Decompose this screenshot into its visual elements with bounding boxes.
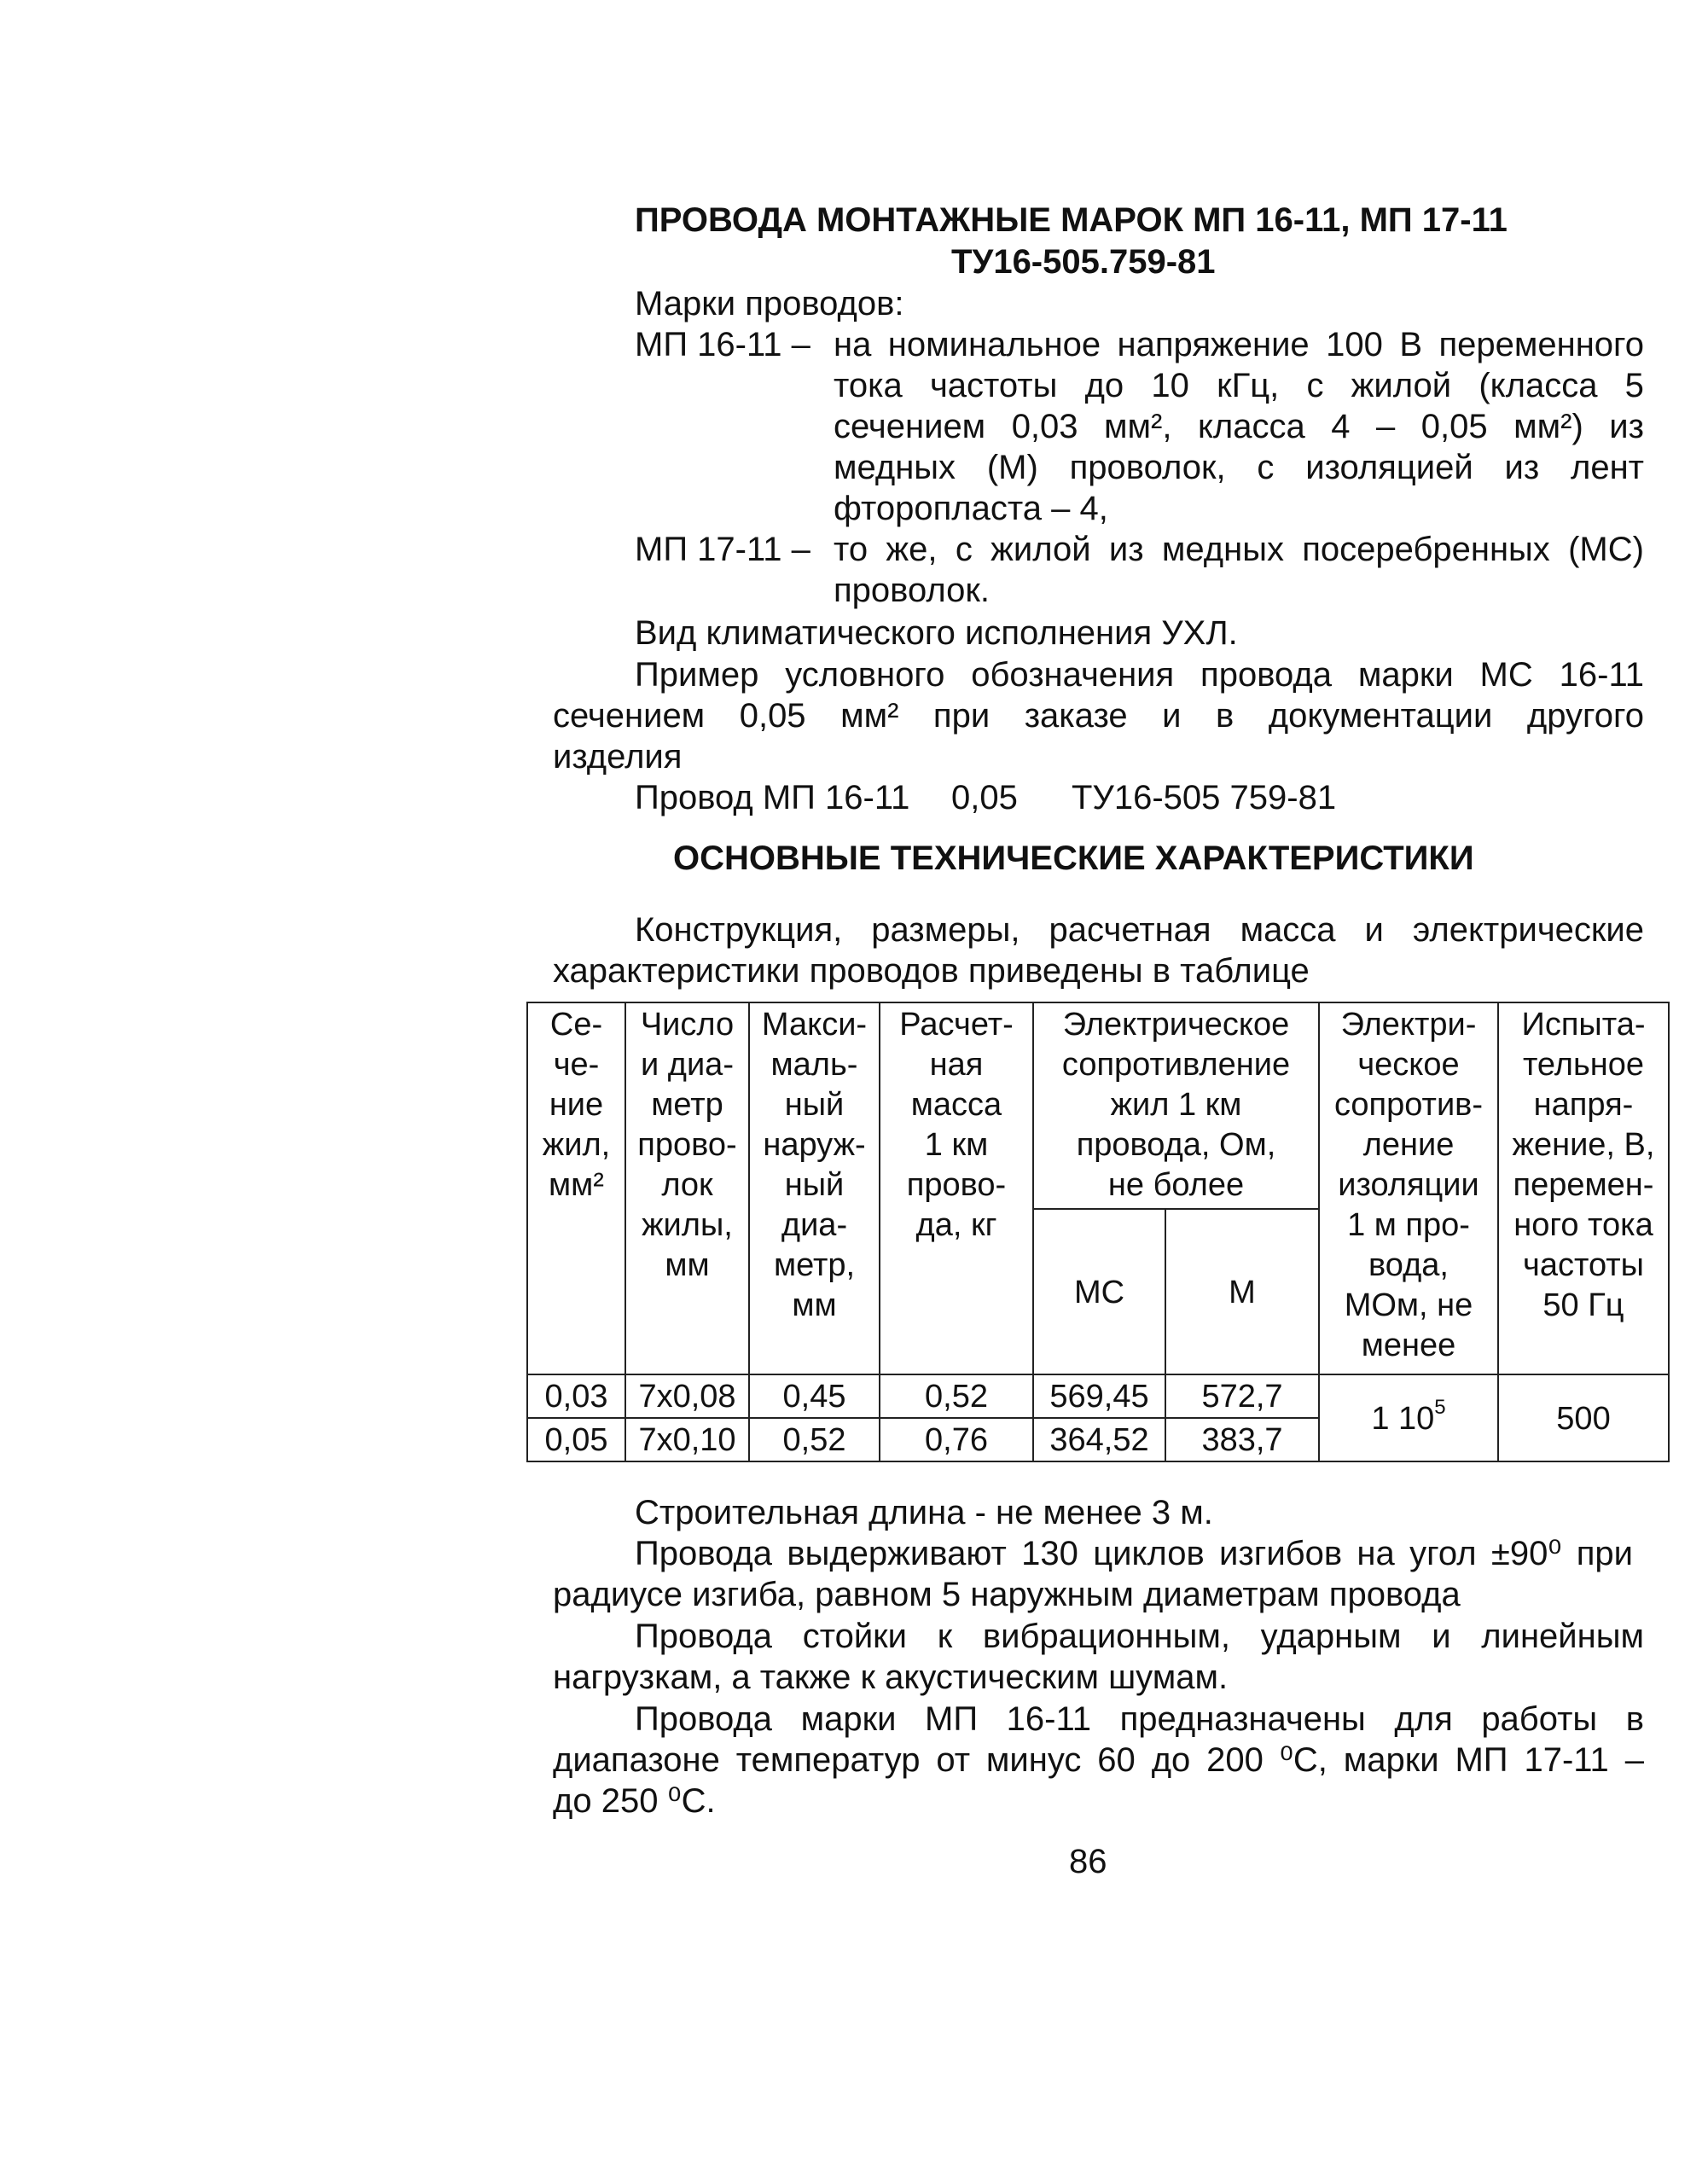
- brand1-line: [834, 488, 1108, 529]
- table-intro-line: характеристики проводов приведены в таблице: [553, 952, 1310, 990]
- header-wires: [625, 1002, 749, 1374]
- word: из: [1609, 408, 1644, 445]
- cell-resistance-m: 572,7: [1165, 1374, 1319, 1418]
- header-line: напря-: [1533, 1087, 1634, 1123]
- word: до: [1151, 1741, 1191, 1779]
- word: до: [1084, 367, 1124, 404]
- cell-section: 0,05: [527, 1418, 625, 1461]
- word: изгибов: [1219, 1535, 1343, 1572]
- word: сечением: [553, 697, 706, 735]
- header-line: сопротив-: [1333, 1087, 1484, 1123]
- brand1-name: МП 16-11 –: [635, 326, 810, 363]
- word: другого: [1526, 697, 1644, 735]
- word: –: [1624, 1741, 1644, 1779]
- header-insulation: [1319, 1002, 1498, 1374]
- brand2-name: МП 17-11 –: [635, 531, 810, 568]
- header-resistance: [1033, 1002, 1319, 1209]
- word: марки: [800, 1700, 897, 1738]
- word: условного: [785, 656, 945, 694]
- word: ⁰С,: [1279, 1741, 1327, 1779]
- header-line: мм: [792, 1287, 837, 1323]
- word: 0,03: [1011, 408, 1078, 445]
- header-line: изоляции: [1338, 1167, 1479, 1203]
- header-line: маль-: [770, 1047, 858, 1083]
- header-line: ного тока: [1513, 1207, 1653, 1243]
- cell-section: 0,03: [527, 1374, 625, 1418]
- word: в: [1215, 697, 1235, 735]
- brand1-line: [834, 406, 1644, 447]
- word: номинальное: [887, 326, 1101, 363]
- word: (класса: [1479, 367, 1598, 404]
- word: провода: [1200, 656, 1332, 694]
- header-line: Се-: [549, 1007, 603, 1043]
- word: посеребренных: [1302, 531, 1550, 568]
- header-line: ческое: [1357, 1047, 1460, 1083]
- header-line: перемен-: [1513, 1167, 1654, 1203]
- word: работы: [1481, 1700, 1598, 1738]
- word: 0,05: [739, 697, 806, 735]
- word: марки: [1343, 1741, 1439, 1779]
- word: заказе: [1024, 697, 1128, 735]
- word: переменного: [1438, 326, 1644, 363]
- cell-insulation: [1319, 1374, 1498, 1461]
- header-line: метр: [651, 1087, 723, 1123]
- header-outer-diameter: [749, 1002, 880, 1374]
- cell-resistance-m: 383,7: [1165, 1418, 1319, 1461]
- header-line: жил 1 км: [1110, 1087, 1242, 1123]
- note-line: нагрузкам, а также к акустическим шумам.: [553, 1659, 1229, 1696]
- word: лент: [1571, 449, 1644, 486]
- header-test-voltage: [1498, 1002, 1669, 1374]
- brand1-line: [834, 365, 1644, 406]
- header-line: жил,: [542, 1127, 611, 1163]
- header-line: частоты: [1523, 1247, 1644, 1283]
- insulation-value-exp: 5: [1434, 1395, 1446, 1419]
- word: обозначения: [971, 656, 1175, 694]
- header-line: лок: [661, 1167, 713, 1203]
- word: напряжение: [1117, 326, 1310, 363]
- header-line: Число: [640, 1007, 735, 1043]
- header-line: не более: [1107, 1167, 1245, 1203]
- page-subtitle: ТУ16-505.759-81: [951, 243, 1216, 281]
- cell-mass: 0,76: [880, 1418, 1033, 1461]
- note-line: [635, 1533, 1633, 1574]
- word: ±90⁰: [1490, 1535, 1562, 1572]
- word: в: [1625, 1700, 1644, 1738]
- brand2-line: [834, 529, 1644, 570]
- word: фторопласта – 4,: [834, 490, 1108, 527]
- word: 16-11: [1559, 656, 1644, 694]
- word: диапазоне: [553, 1741, 720, 1779]
- header-line: да, кг: [915, 1207, 997, 1243]
- word: размеры,: [871, 911, 1020, 949]
- word: на: [1357, 1535, 1395, 1572]
- cell-mass: 0,52: [880, 1374, 1033, 1418]
- word: и: [1364, 911, 1384, 949]
- designation-part: ТУ16-505 759-81: [1072, 779, 1337, 816]
- word: на: [834, 326, 872, 363]
- word: при: [932, 697, 991, 735]
- header-resistance-m: М: [1165, 1209, 1319, 1374]
- header-line: Электри-: [1340, 1007, 1477, 1043]
- page-number: 86: [1069, 1843, 1107, 1880]
- word: из: [1504, 449, 1540, 486]
- word: Провода: [635, 1535, 772, 1572]
- word: 60: [1097, 1741, 1136, 1779]
- example-line: изделия: [553, 738, 683, 776]
- climate-text: Вид климатического исполнения УХЛ.: [635, 614, 1238, 652]
- brand2-line: [834, 570, 990, 611]
- example-line: [553, 695, 1644, 736]
- header-line: че-: [553, 1047, 600, 1083]
- word: 4: [1331, 408, 1351, 445]
- brand1-line: [834, 447, 1644, 488]
- word: расчетная: [1049, 911, 1211, 949]
- word: проволок,: [1069, 449, 1226, 486]
- header-line: диа-: [781, 1207, 848, 1243]
- word: 17-11: [1524, 1741, 1609, 1779]
- cell-resistance-ms: 569,45: [1033, 1374, 1165, 1418]
- word: жилой: [1351, 367, 1452, 404]
- header-line: тельное: [1522, 1047, 1645, 1083]
- word: документации: [1268, 697, 1493, 735]
- word: циклов: [1093, 1535, 1205, 1572]
- header-line: наруж-: [763, 1127, 866, 1163]
- header-line: жение, В,: [1512, 1127, 1655, 1163]
- word: и: [1162, 697, 1182, 735]
- word: с: [1306, 367, 1324, 404]
- word: из: [1108, 531, 1144, 568]
- header-line: вода,: [1368, 1247, 1449, 1283]
- header-line: МОм, не: [1344, 1287, 1473, 1323]
- word: –: [1376, 408, 1396, 445]
- word: от: [936, 1741, 971, 1779]
- word: мм²,: [1104, 408, 1172, 445]
- word: жилой: [991, 531, 1091, 568]
- header-line: ная: [929, 1047, 984, 1083]
- note-line: до 250 ⁰С.: [553, 1782, 716, 1820]
- word: МП: [1455, 1741, 1508, 1779]
- header-line: 1 м про-: [1347, 1207, 1470, 1243]
- word: В: [1399, 326, 1423, 363]
- header-line: мм: [665, 1247, 710, 1283]
- word: масса: [1240, 911, 1336, 949]
- word: изоляцией: [1305, 449, 1473, 486]
- cell-resistance-ms: 364,52: [1033, 1418, 1165, 1461]
- word: 130: [1021, 1535, 1078, 1572]
- word: мм²): [1513, 408, 1583, 445]
- word: медных: [1161, 531, 1284, 568]
- word: 10: [1151, 367, 1189, 404]
- note-line: [553, 1740, 1644, 1781]
- word: для: [1394, 1700, 1453, 1738]
- header-line: Испыта-: [1521, 1007, 1646, 1043]
- word: (МС): [1568, 531, 1644, 568]
- table-header-row: [527, 1002, 1669, 1209]
- word: с: [1257, 449, 1275, 486]
- header-line: ние: [549, 1087, 604, 1123]
- word: же,: [886, 531, 938, 568]
- word: 16-11: [1006, 1700, 1091, 1738]
- word: минус: [985, 1741, 1082, 1779]
- word: то: [834, 531, 869, 568]
- word: 0,05: [1420, 408, 1488, 445]
- header-resistance-ms: МС: [1033, 1209, 1165, 1374]
- header-line: сопротивление: [1061, 1047, 1291, 1083]
- cell-wires: 7х0,10: [625, 1418, 749, 1461]
- header-line: 50 Гц: [1542, 1287, 1624, 1323]
- word: кГц,: [1217, 367, 1280, 404]
- word: класса: [1197, 408, 1305, 445]
- word: к: [937, 1618, 953, 1655]
- word: (М): [986, 449, 1038, 486]
- word: тока: [834, 367, 903, 404]
- header-line: Расчет-: [899, 1007, 1014, 1043]
- word: медных: [834, 449, 956, 486]
- word: температур: [735, 1741, 921, 1779]
- table-row: [527, 1374, 1669, 1418]
- example-line: [635, 654, 1644, 695]
- brands-intro: Марки проводов:: [635, 285, 904, 322]
- word: ударным: [1260, 1618, 1402, 1655]
- header-line: жилы,: [642, 1207, 733, 1243]
- word: Конструкция,: [635, 911, 843, 949]
- word: Пример: [635, 656, 759, 694]
- spec-table: [526, 1002, 1670, 1462]
- word: выдерживают: [787, 1535, 1007, 1572]
- header-line: метр,: [773, 1247, 856, 1283]
- header-line: и диа-: [641, 1047, 734, 1083]
- word: частоты: [929, 367, 1058, 404]
- header-line: ный: [784, 1167, 845, 1203]
- word: предназначены: [1119, 1700, 1366, 1738]
- word: Провода: [635, 1618, 772, 1655]
- word: 200: [1206, 1741, 1264, 1779]
- word: угол: [1409, 1535, 1477, 1572]
- cell-wires: 7х0,08: [625, 1374, 749, 1418]
- section-title: ОСНОВНЫЕ ТЕХНИЧЕСКИЕ ХАРАКТЕРИСТИКИ: [673, 840, 1474, 877]
- word: 5: [1624, 367, 1644, 404]
- word: 100: [1326, 326, 1383, 363]
- word: марки: [1357, 656, 1454, 694]
- word: стойки: [802, 1618, 908, 1655]
- word: с: [955, 531, 973, 568]
- header-line: прово-: [906, 1167, 1007, 1203]
- page-title: ПРОВОДА МОНТАЖНЫЕ МАРОК МП 16-11, МП 17-11: [635, 201, 1508, 239]
- word: при: [1576, 1535, 1633, 1572]
- cell-diameter: 0,45: [749, 1374, 880, 1418]
- word: электрические: [1412, 911, 1644, 949]
- header-line: мм²: [549, 1167, 604, 1203]
- header-section: [527, 1002, 625, 1374]
- word: мм²: [840, 697, 899, 735]
- header-line: ный: [784, 1087, 845, 1123]
- insulation-value-base: 1 10: [1371, 1400, 1435, 1437]
- cell-test-voltage: 500: [1498, 1374, 1669, 1461]
- note-line: [635, 1616, 1644, 1657]
- header-mass: [880, 1002, 1033, 1374]
- cell-diameter: 0,52: [749, 1418, 880, 1461]
- word: МП: [925, 1700, 979, 1738]
- note-line: радиусе изгиба, равном 5 наружным диаметрам провода: [553, 1576, 1461, 1613]
- header-line: 1 км: [924, 1127, 989, 1163]
- designation-part: Провод МП 16-11: [635, 779, 910, 816]
- header-line: Электрическое: [1062, 1007, 1290, 1043]
- header-line: прово-: [637, 1127, 737, 1163]
- header-line: Макси-: [761, 1007, 868, 1043]
- note-line: [635, 1699, 1644, 1740]
- word: линейным: [1481, 1618, 1644, 1655]
- header-line: менее: [1361, 1328, 1456, 1363]
- word: Провода: [635, 1700, 772, 1738]
- header-line: масса: [910, 1087, 1002, 1123]
- word: сечением: [834, 408, 986, 445]
- word: МС: [1479, 656, 1533, 694]
- table-intro-line: [635, 909, 1644, 950]
- header-line: провода, Ом,: [1076, 1127, 1276, 1163]
- word: проволок.: [834, 572, 990, 609]
- word: и: [1432, 1618, 1451, 1655]
- note-length: Строительная длина - не менее 3 м.: [635, 1494, 1213, 1531]
- word: вибрационным,: [982, 1618, 1230, 1655]
- header-line: ление: [1362, 1127, 1455, 1163]
- designation-part: 0,05: [951, 779, 1018, 816]
- brand1-line: [834, 324, 1644, 365]
